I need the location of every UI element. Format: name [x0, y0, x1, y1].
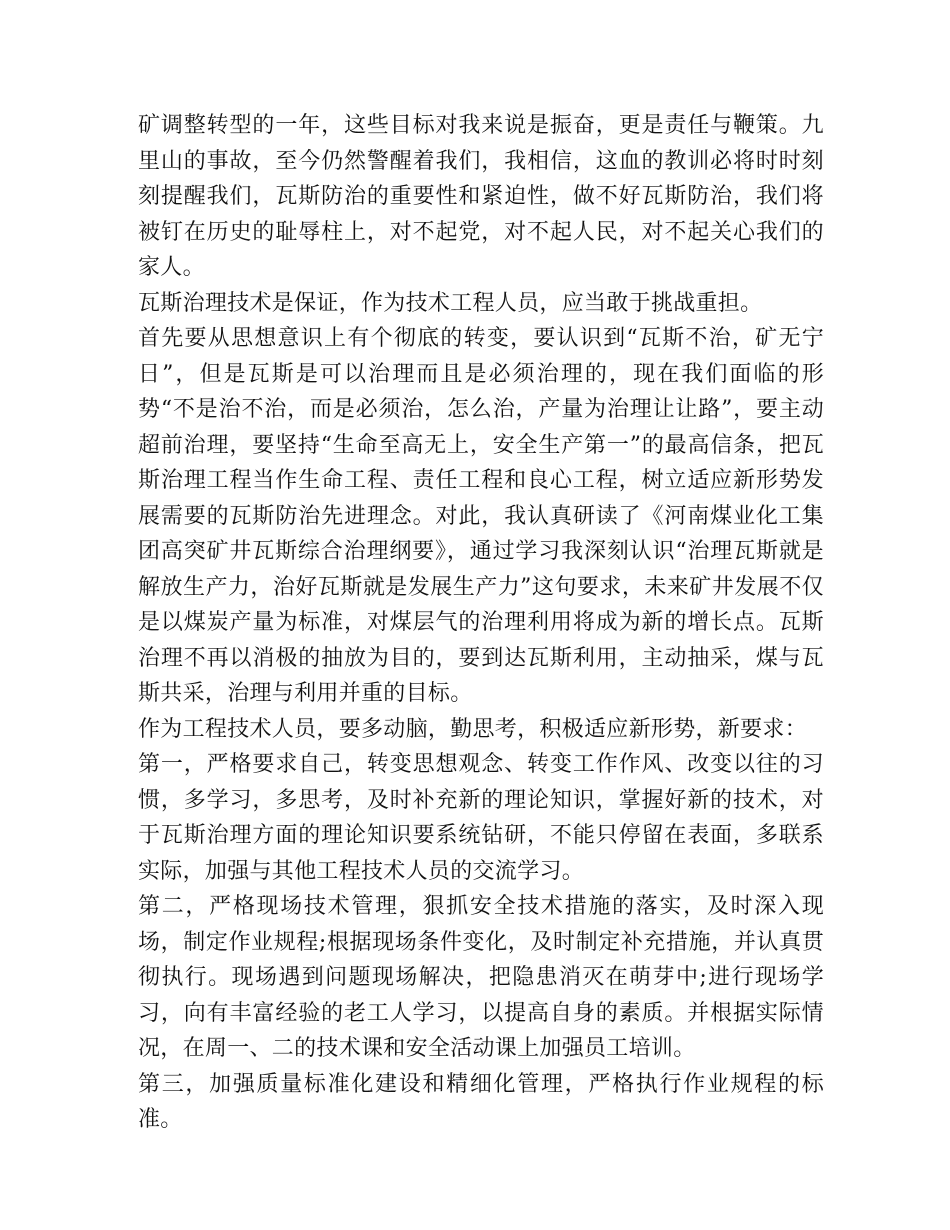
paragraph-3: 首先要从思想意识上有个彻底的转变，要认识到“瓦斯不治，矿无宁日”，但是瓦斯是可以治理而且是必须治理的，现在我们面临的形势“不是治不治，而是必须治，怎么治，产量为治理让让路”，要主动超前治理，要坚持“生命至高无上，安全生产第一”的最高信条，把瓦斯治理工程当作生命工程、责任工程和良心工程，树立适应新形势发展需要的瓦斯防治先进理念。对此，我认真研读了《河南煤业化工集团高突矿井瓦斯综合治理纲要》，通过学习我深刻认识“治理瓦斯就是解放生产力，治好瓦斯就是发展生产力”这句要求，未来矿井发展不仅是以煤炭产量为标准，对煤层气的治理利用将成为新的增长点。瓦斯治理不再以消极的抽放为目的，要到达瓦斯利用，主动抽采，煤与瓦斯共采，治理与利用并重的目标。: [138, 326, 824, 706]
paragraph-4: 作为工程技术人员，要多动脑，勤思考，积极适应新形势，新要求：: [138, 716, 808, 742]
paragraph-6: 第二，严格现场技术管理，狠抓安全技术措施的落实，及时深入现场，制定作业规程;根据现场条件变化，及时制定补充措施，并认真贯彻执行。现场遇到问题现场解决，把隐患消灭在萌芽中;进行现场学习，向有丰富经验的老工人学习，以提高自身的素质。并根据实际情况，在周一、二的技术课和安全活动课上加强员工培训。: [138, 894, 824, 1061]
paragraph-1: 矿调整转型的一年，这些目标对我来说是振奋，更是责任与鞭策。九里山的事故，至今仍然警醒着我们，我相信，这血的教训必将时时刻刻提醒我们，瓦斯防治的重要性和紧迫性，做不好瓦斯防治，我们将被钉在历史的耻辱柱上，对不起党，对不起人民，对不起关心我们的家人。: [138, 113, 824, 280]
document-body: [138, 108, 824, 1138]
paragraph-5: 第一，严格要求自己，转变思想观念、转变工作作风、改变以往的习惯，多学习，多思考，及时补充新的理论知识，掌握好新的技术，对于瓦斯治理方面的理论知识要系统钻研，不能只停留在表面，多联系实际，加强与其他工程技术人员的交流学习。: [138, 752, 824, 884]
paragraph-2: 瓦斯治理技术是保证，作为技术工程人员，应当敢于挑战重担。: [138, 290, 763, 316]
paragraph-7: 第三，加强质量标准化建设和精细化管理，严格执行作业规程的标准。: [138, 1071, 824, 1132]
